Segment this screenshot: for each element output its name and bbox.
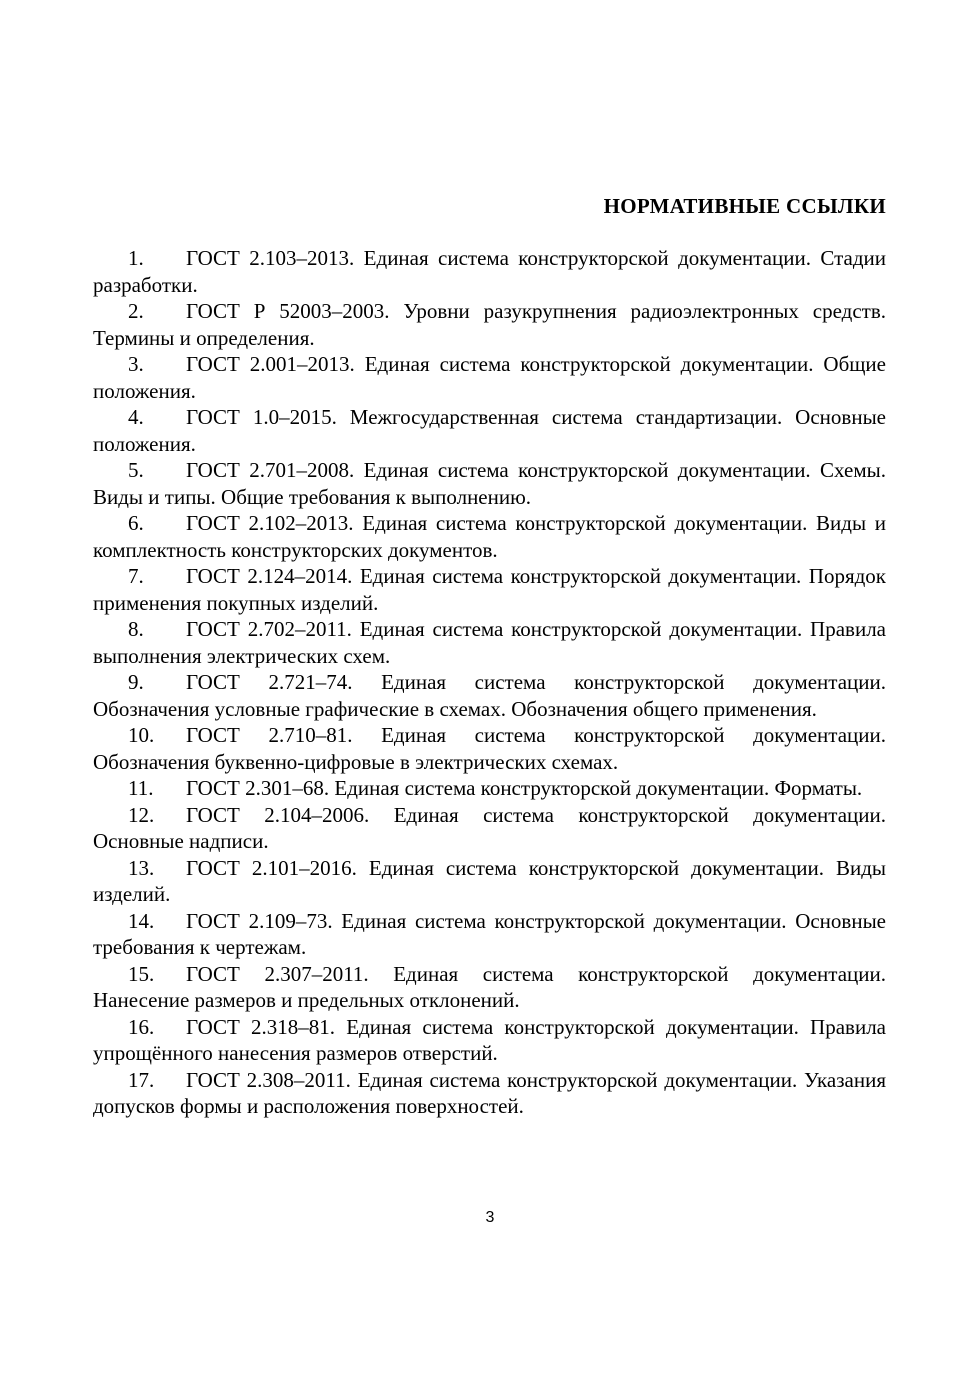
reference-item	[93, 961, 886, 1014]
reference-list	[93, 245, 886, 1120]
reference-text: ГОСТ 2.307–2011. Единая система конструкторской документации. Нанесение размеров и предельных отклонений.	[93, 961, 886, 1012]
reference-number: 9.	[128, 670, 144, 694]
reference-text: ГОСТ 2.701–2008. Единая система конструкторской документации. Схемы. Виды и типы. Общие требования к выполнению.	[93, 458, 886, 509]
reference-number: 3.	[128, 352, 144, 376]
reference-number: 8.	[128, 617, 144, 641]
reference-item	[93, 510, 886, 563]
reference-number: 16.	[128, 1014, 155, 1039]
reference-text: ГОСТ Р 52003–2003. Уровни разукрупнения радиоэлектронных средств. Термины и определения.	[93, 299, 886, 350]
reference-item	[93, 563, 886, 616]
reference-item	[93, 669, 886, 722]
reference-number: 10.	[128, 723, 155, 747]
reference-text: ГОСТ 2.308–2011. Единая система конструкторской документации. Указания допусков формы и расположения поверхностей.	[93, 1067, 886, 1118]
reference-number: 14.	[128, 908, 155, 933]
page-number: 3	[485, 1209, 495, 1226]
reference-text: ГОСТ 1.0–2015. Межгосударственная система стандартизации. Основные положения.	[93, 405, 886, 456]
reference-item	[93, 616, 886, 669]
reference-item	[93, 722, 886, 775]
reference-text: ГОСТ 2.001–2013. Единая система конструкторской документации. Общие положения.	[93, 352, 886, 403]
reference-text: ГОСТ 2.721–74. Единая система конструкторской документации. Обозначения условные графические в схемах. Обозначения общего применения.	[93, 670, 886, 721]
reference-number: 1.	[128, 246, 144, 270]
reference-text: ГОСТ 2.102–2013. Единая система конструкторской документации. Виды и комплектность конструкторских документов.	[93, 511, 886, 562]
reference-number: 15.	[128, 961, 155, 986]
reference-number: 12.	[128, 802, 155, 827]
reference-number: 6.	[128, 511, 144, 535]
reference-text: ГОСТ 2.710–81. Единая система конструкторской документации. Обозначения буквенно-цифровые в электрических схемах.	[93, 723, 886, 774]
reference-number: 2.	[128, 299, 144, 323]
reference-text: ГОСТ 2.104–2006. Единая система конструкторской документации. Основные надписи.	[93, 802, 886, 853]
reference-item	[93, 245, 886, 298]
reference-text: ГОСТ 2.103–2013. Единая система конструкторской документации. Стадии разработки.	[93, 246, 886, 297]
page-title: НОРМАТИВНЫЕ ССЫЛКИ	[603, 194, 886, 218]
reference-number: 11.	[128, 776, 154, 800]
reference-number: 5.	[128, 458, 144, 482]
reference-item	[93, 404, 886, 457]
reference-item	[93, 298, 886, 351]
reference-text: ГОСТ 2.101–2016. Единая система конструкторской документации. Виды изделий.	[93, 855, 886, 906]
reference-text: ГОСТ 2.301–68. Единая система конструкторской документации. Форматы.	[186, 776, 863, 800]
reference-item	[93, 775, 886, 802]
reference-text: ГОСТ 2.109–73. Единая система конструкторской документации. Основные требования к чертежам.	[93, 908, 886, 959]
reference-number: 4.	[128, 405, 144, 429]
reference-item	[93, 908, 886, 961]
reference-number: 13.	[128, 855, 155, 880]
reference-text: ГОСТ 2.702–2011. Единая система конструкторской документации. Правила выполнения электрических схем.	[93, 617, 886, 668]
reference-text: ГОСТ 2.124–2014. Единая система конструкторской документации. Порядок применения покупных изделий.	[93, 564, 886, 615]
reference-item	[93, 1067, 886, 1120]
reference-number: 17.	[128, 1067, 155, 1092]
reference-number: 7.	[128, 564, 144, 588]
reference-item	[93, 802, 886, 855]
reference-item	[93, 855, 886, 908]
reference-item	[93, 351, 886, 404]
reference-item	[93, 457, 886, 510]
reference-item	[93, 1014, 886, 1067]
reference-text: ГОСТ 2.318–81. Единая система конструкторской документации. Правила упрощённого нанесения размеров отверстий.	[93, 1014, 886, 1065]
